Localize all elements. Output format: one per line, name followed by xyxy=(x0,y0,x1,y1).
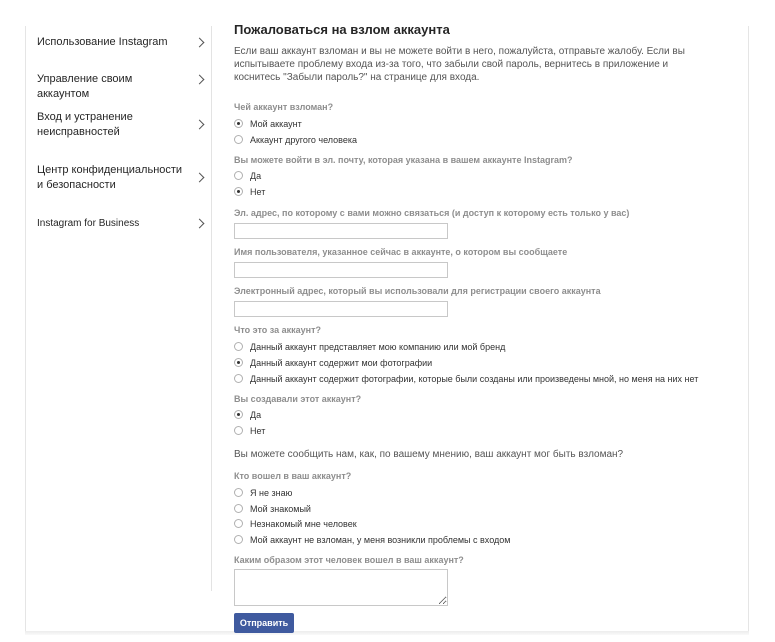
radio-empty-icon xyxy=(234,504,243,513)
chevron-right-icon xyxy=(195,75,205,85)
question-who-logged-in: Кто вошел в ваш аккаунт? xyxy=(234,471,352,481)
radio-created-yes[interactable]: Да xyxy=(234,409,261,421)
radio-type-business[interactable]: Данный аккаунт представляет мою компанию или мой бренд xyxy=(234,341,505,353)
radio-empty-icon xyxy=(234,171,243,180)
radio-email-no[interactable]: Нет xyxy=(234,186,265,198)
sidebar-item-login-troubleshooting[interactable] xyxy=(37,110,207,140)
radio-selected-icon xyxy=(234,187,243,196)
radio-selected-icon xyxy=(234,119,243,128)
contact-email-field[interactable] xyxy=(234,223,448,239)
intro-text: Если ваш аккаунт взломан и вы не можете войти в него, пожалуйста, отправьте жалобу. Если вы испытываете проблему входа из-за того, что забыли свой пароль, вернитесь в приложение и коснитесь "Забыли пароль?" на странице для входа. xyxy=(234,46,685,83)
question-email-access: Вы можете войти в эл. почту, которая указана в вашем аккаунте Instagram? xyxy=(234,155,573,165)
question-account-type: Что это за аккаунт? xyxy=(234,325,321,335)
how-hacked-prompt: Вы можете сообщить нам, как, по вашему мнению, ваш аккаунт мог быть взломан? xyxy=(234,449,624,460)
sidebar-item-manage-account[interactable] xyxy=(37,72,207,102)
username-label: Имя пользователя, указанное сейчас в аккаунте, о котором вы сообщаете xyxy=(234,247,568,257)
radio-type-my-photos[interactable]: Данный аккаунт содержит мои фотографии xyxy=(234,357,432,369)
radio-empty-icon xyxy=(234,135,243,144)
signup-email-field[interactable] xyxy=(234,301,448,317)
radio-empty-icon xyxy=(234,519,243,528)
how-logged-in-textarea[interactable] xyxy=(234,569,448,606)
chevron-right-icon xyxy=(195,120,205,130)
radio-empty-icon xyxy=(234,342,243,351)
radio-my-account[interactable]: Мой аккаунт xyxy=(234,118,302,130)
radio-empty-icon xyxy=(234,426,243,435)
sidebar-item-label: Вход и устранение неисправностей xyxy=(37,111,133,138)
sidebar-divider xyxy=(211,26,212,591)
card-bottom-edge xyxy=(25,631,749,635)
contact-email-label: Эл. адрес, по которому с вами можно связаться (и доступ к которому есть только у вас) xyxy=(234,208,630,218)
page-title: Пожаловаться на взлом аккаунта xyxy=(234,22,450,37)
radio-created-no[interactable]: Нет xyxy=(234,425,265,437)
chevron-right-icon xyxy=(195,173,205,183)
radio-who-stranger[interactable]: Незнакомый мне человек xyxy=(234,518,357,530)
radio-who-acquaintance[interactable]: Мой знакомый xyxy=(234,503,311,515)
submit-button[interactable]: Отправить xyxy=(234,613,294,633)
radio-who-not-hacked[interactable]: Мой аккаунт не взломан, у меня возникли проблемы с входом xyxy=(234,534,510,546)
radio-email-yes[interactable]: Да xyxy=(234,170,261,182)
how-logged-in-label: Каким образом этот человек вошел в ваш аккаунт? xyxy=(234,555,464,565)
question-created-account: Вы создавали этот аккаунт? xyxy=(234,394,362,404)
sidebar-item-privacy-security[interactable] xyxy=(37,163,207,193)
sidebar-item-label: Instagram for Business xyxy=(37,218,140,229)
radio-selected-icon xyxy=(234,410,243,419)
radio-selected-icon xyxy=(234,358,243,367)
radio-empty-icon xyxy=(234,488,243,497)
question-whose-account: Чей аккаунт взломан? xyxy=(234,102,334,112)
chevron-right-icon xyxy=(195,38,205,48)
signup-email-label: Электронный адрес, который вы использовали для регистрации своего аккаунта xyxy=(234,286,601,296)
radio-who-dont-know[interactable]: Я не знаю xyxy=(234,487,292,499)
sidebar-item-label: Центр конфиденциальности и безопасности xyxy=(37,164,183,191)
chevron-right-icon xyxy=(195,219,205,229)
radio-empty-icon xyxy=(234,374,243,383)
radio-empty-icon xyxy=(234,535,243,544)
username-field[interactable] xyxy=(234,262,448,278)
radio-type-my-work[interactable]: Данный аккаунт содержит фотографии, которые были созданы или произведены мной, но меня на них нет xyxy=(234,373,698,385)
sidebar-item-label: Использование Instagram xyxy=(37,36,168,48)
radio-other-account[interactable]: Аккаунт другого человека xyxy=(234,134,357,146)
sidebar-item-label: Управление своим аккаунтом xyxy=(37,73,133,100)
sidebar-item-using-instagram[interactable] xyxy=(37,35,207,50)
sidebar-item-business[interactable] xyxy=(37,216,207,231)
